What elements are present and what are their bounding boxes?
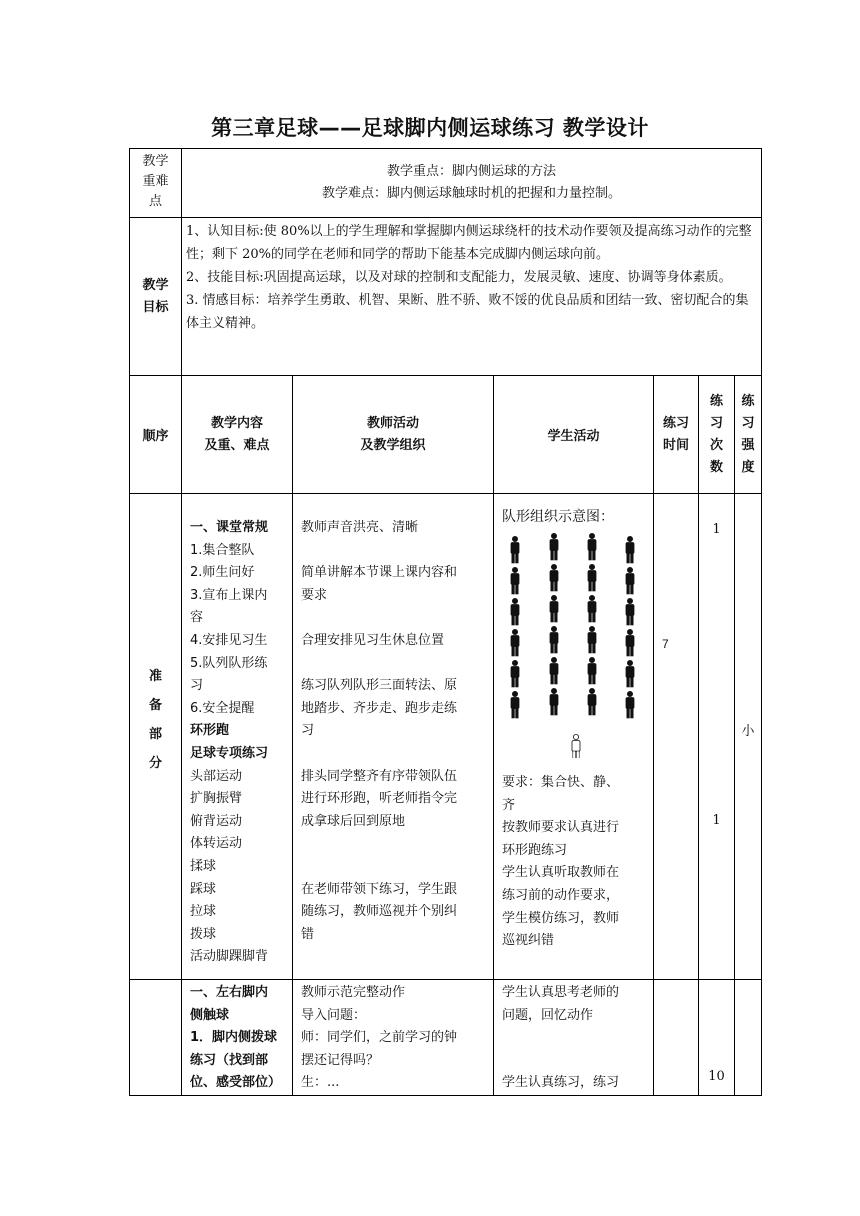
header-count-line: 练 xyxy=(709,393,723,409)
header-row xyxy=(130,376,762,494)
formation-svg xyxy=(502,528,652,758)
prep-teacher-line xyxy=(301,540,493,563)
prep-content-line: 活动脚踝脚背 xyxy=(190,949,269,965)
header-intensity-line: 习 xyxy=(741,415,755,431)
header-teacher-line: 教师活动 xyxy=(366,415,419,431)
header-content xyxy=(182,376,293,494)
header-teacher xyxy=(293,376,494,494)
prep-teacher-line: 成拿球后回到原地 xyxy=(301,813,406,829)
prep-intensity: 小 xyxy=(741,724,755,739)
prep-content-line: 3.宣布上课内 xyxy=(190,587,268,603)
document-title: 第三章足球——足球脚内侧运球练习 教学设计 xyxy=(211,116,649,140)
student-figure xyxy=(626,691,634,718)
prep-teacher-line: 习 xyxy=(301,723,315,739)
prep-content-line: 扩胸振臂 xyxy=(190,791,243,807)
prep-content-line: 揉球 xyxy=(190,858,217,874)
header-time-line: 时间 xyxy=(662,437,689,453)
student-figure xyxy=(588,626,596,653)
prep-teacher-line: 要求 xyxy=(301,587,328,603)
prep-student-line: 学生认真听取教师在 xyxy=(502,865,620,881)
header-content-line: 教学内容 xyxy=(210,415,263,431)
teacher-figure xyxy=(572,734,580,758)
student-figure xyxy=(550,564,558,591)
prep-content-line: 俯背运动 xyxy=(190,813,243,829)
prep-count-cell xyxy=(699,494,735,980)
basic-content-line: 位、感受部位） xyxy=(190,1075,282,1091)
goals-row xyxy=(130,218,762,376)
student-figure xyxy=(511,598,519,625)
basic-student-line xyxy=(502,1027,653,1050)
prep-student-line: 齐 xyxy=(502,797,516,813)
student-figure xyxy=(550,657,558,684)
header-intensity-line: 练 xyxy=(741,393,755,409)
goals-content xyxy=(182,218,762,376)
header-intensity xyxy=(735,376,762,494)
student-figure xyxy=(626,660,634,687)
focus-label-line: 点 xyxy=(148,194,162,209)
student-figure xyxy=(588,595,596,622)
prep-teacher-line: 错 xyxy=(301,926,315,942)
student-figure xyxy=(626,536,634,563)
prep-teacher-line: 排头同学整齐有序带领队伍 xyxy=(301,768,458,784)
basic-row xyxy=(130,980,762,1096)
prep-content-line: 环形跑 xyxy=(190,723,230,739)
formation-diagram xyxy=(502,528,652,758)
header-time xyxy=(654,376,699,494)
basic-count-cell xyxy=(699,980,735,1096)
prep-teacher-line: 在老师带领下练习，学生跟 xyxy=(301,881,458,897)
lesson-plan-table xyxy=(129,148,762,1096)
basic-content xyxy=(182,980,293,1096)
basic-content-line: 练习（找到部 xyxy=(190,1052,269,1068)
student-figure xyxy=(511,691,519,718)
basic-time-cell xyxy=(654,980,699,1096)
prep-content xyxy=(182,494,293,980)
prep-content-line: 5.队列队形练 xyxy=(190,655,268,671)
prep-part-char: 准 xyxy=(148,669,162,684)
basic-content-line: 1．脚内侧拨球 xyxy=(190,1030,278,1046)
student-figure xyxy=(550,688,558,715)
prep-teacher-line: 随练习，教师巡视并个别纠 xyxy=(301,904,458,920)
prep-content-line: 头部运动 xyxy=(190,768,243,784)
prep-content-line: 踩球 xyxy=(190,881,217,897)
prep-part-char: 分 xyxy=(148,756,162,771)
basic-student-line: 学生认真思考老师的 xyxy=(502,985,620,1000)
prep-teacher-line: 地踏步、齐步走、跑步走练 xyxy=(301,700,458,716)
student-figure xyxy=(550,533,558,560)
goals-label xyxy=(130,218,182,376)
prep-teacher-line xyxy=(301,833,493,856)
student-figure xyxy=(511,567,519,594)
goal-emotional: 3. 情感目标：培养学生勇敢、机智、果断、胜不骄、败不馁的优良品质和团结一致、密切配合的集体主义精神。 xyxy=(186,293,749,331)
formation-title: 队形组织示意图： xyxy=(502,509,614,525)
focus-label-line: 教学 xyxy=(142,154,169,169)
prep-teacher-line xyxy=(301,743,493,766)
student-figure xyxy=(626,629,634,656)
focus-content xyxy=(182,149,762,218)
prep-teacher-line: 练习队列队形三面转法、原 xyxy=(301,678,458,694)
prep-row xyxy=(130,494,762,980)
prep-content-line: 容 xyxy=(190,610,204,626)
prep-teacher xyxy=(293,494,494,980)
prep-student-line: 按教师要求认真进行 xyxy=(502,820,620,836)
prep-teacher-line xyxy=(301,856,493,879)
prep-count-top: 1 xyxy=(712,522,721,537)
basic-content-line: 侧触球 xyxy=(190,1007,230,1023)
prep-count-bottom: 1 xyxy=(712,813,721,828)
header-intensity-line: 度 xyxy=(741,459,755,475)
basic-student-line: 学生认真练习，练习 xyxy=(502,1075,620,1091)
prep-teacher-line xyxy=(301,607,493,630)
prep-content-line: 1.集合整队 xyxy=(190,542,255,558)
basic-part-label xyxy=(130,980,182,1096)
prep-content-line: 习 xyxy=(190,678,204,694)
prep-part-char: 部 xyxy=(148,727,162,742)
prep-content-line: 一、课堂常规 xyxy=(190,520,269,535)
goal-skill: 2、技能目标:巩固提高运球，以及对球的控制和支配能力，发展灵敏、速度、协调等身体素质。 xyxy=(186,270,732,285)
header-count xyxy=(699,376,735,494)
basic-teacher-line: 教师示范完整动作 xyxy=(301,985,406,1000)
prep-part-char: 备 xyxy=(148,698,162,713)
header-count-line: 次 xyxy=(709,437,723,453)
student-figure xyxy=(588,688,596,715)
key-point: 教学重点：脚内侧运球的方法 xyxy=(387,164,557,179)
prep-time-cell xyxy=(654,494,699,980)
prep-part-label xyxy=(130,494,182,980)
goals-label-line: 教学 xyxy=(142,277,169,293)
goals-label-line: 目标 xyxy=(142,299,169,315)
prep-teacher-line: 教师声音洪亮、清晰 xyxy=(301,520,419,535)
prep-student xyxy=(494,494,654,980)
prep-content-line: 6.安全提醒 xyxy=(190,700,255,716)
prep-teacher-line xyxy=(301,653,493,676)
basic-student-line xyxy=(502,1050,653,1073)
prep-teacher-line: 简单讲解本节课上课内容和 xyxy=(301,565,458,581)
basic-student xyxy=(494,980,654,1096)
goal-cognitive: 1、认知目标:使 80%以上的学生理解和掌握脚内侧运球绕杆的技术动作要领及提高练习动作的完整性；剩下 20%的同学在老师和同学的帮助下能基本完成脚内侧运球向前。 xyxy=(186,224,752,262)
header-content-line: 及重、难点 xyxy=(204,437,270,453)
basic-teacher-line: 生：... xyxy=(301,1075,340,1091)
prep-content-line: 4.安排见习生 xyxy=(190,632,268,648)
prep-content-line: 拨球 xyxy=(190,926,217,942)
basic-content-line: 一、左右脚内 xyxy=(190,985,269,1000)
focus-label xyxy=(130,149,182,218)
prep-teacher-line: 合理安排见习生休息位置 xyxy=(301,632,445,648)
basic-teacher-line: 导入问题： xyxy=(301,1007,367,1023)
prep-student-line: 要求：集合快、静、 xyxy=(502,775,620,790)
header-teacher-line: 及教学组织 xyxy=(360,437,426,453)
student-figure xyxy=(588,533,596,560)
student-figure xyxy=(588,564,596,591)
prep-student-line: 学生模仿练习，教师 xyxy=(502,910,620,926)
header-order: 顺序 xyxy=(130,376,182,494)
prep-student-line: 练习前的动作要求， xyxy=(502,887,620,903)
focus-label-line: 重难 xyxy=(142,174,169,189)
prep-content-line: 足球专项练习 xyxy=(190,745,269,761)
difficult-point: 教学难点：脚内侧运球触球时机的把握和力量控制。 xyxy=(322,186,622,201)
prep-intensity-cell xyxy=(735,494,762,980)
student-figure xyxy=(588,657,596,684)
prep-student-line: 环形跑练习 xyxy=(502,842,568,858)
prep-content-line: 2.师生问好 xyxy=(190,565,255,581)
student-figure xyxy=(626,567,634,594)
basic-teacher xyxy=(293,980,494,1096)
prep-teacher-line: 进行环形跑，听老师指令完 xyxy=(301,791,458,807)
header-count-line: 数 xyxy=(709,459,723,475)
student-figure xyxy=(511,660,519,687)
prep-student-line: 巡视纠错 xyxy=(502,933,555,949)
header-count-line: 习 xyxy=(709,415,723,431)
prep-time: 7 xyxy=(662,637,669,651)
header-student: 学生活动 xyxy=(494,376,654,494)
student-figure xyxy=(511,536,519,563)
student-figure xyxy=(511,629,519,656)
focus-row xyxy=(130,149,762,218)
header-intensity-line: 强 xyxy=(741,437,755,453)
student-figure xyxy=(550,626,558,653)
basic-teacher-line: 师：同学们，之前学习的钟 xyxy=(301,1030,458,1046)
header-time-line: 练习 xyxy=(662,415,689,431)
basic-count: 10 xyxy=(708,1069,725,1084)
student-figure xyxy=(550,595,558,622)
prep-content-line: 体转运动 xyxy=(190,836,243,852)
basic-student-line: 问题，回忆动作 xyxy=(502,1007,594,1023)
prep-content-line: 拉球 xyxy=(190,904,217,920)
basic-teacher-line: 摆还记得吗？ xyxy=(301,1052,380,1068)
basic-intensity-cell xyxy=(735,980,762,1096)
student-figure xyxy=(626,598,634,625)
